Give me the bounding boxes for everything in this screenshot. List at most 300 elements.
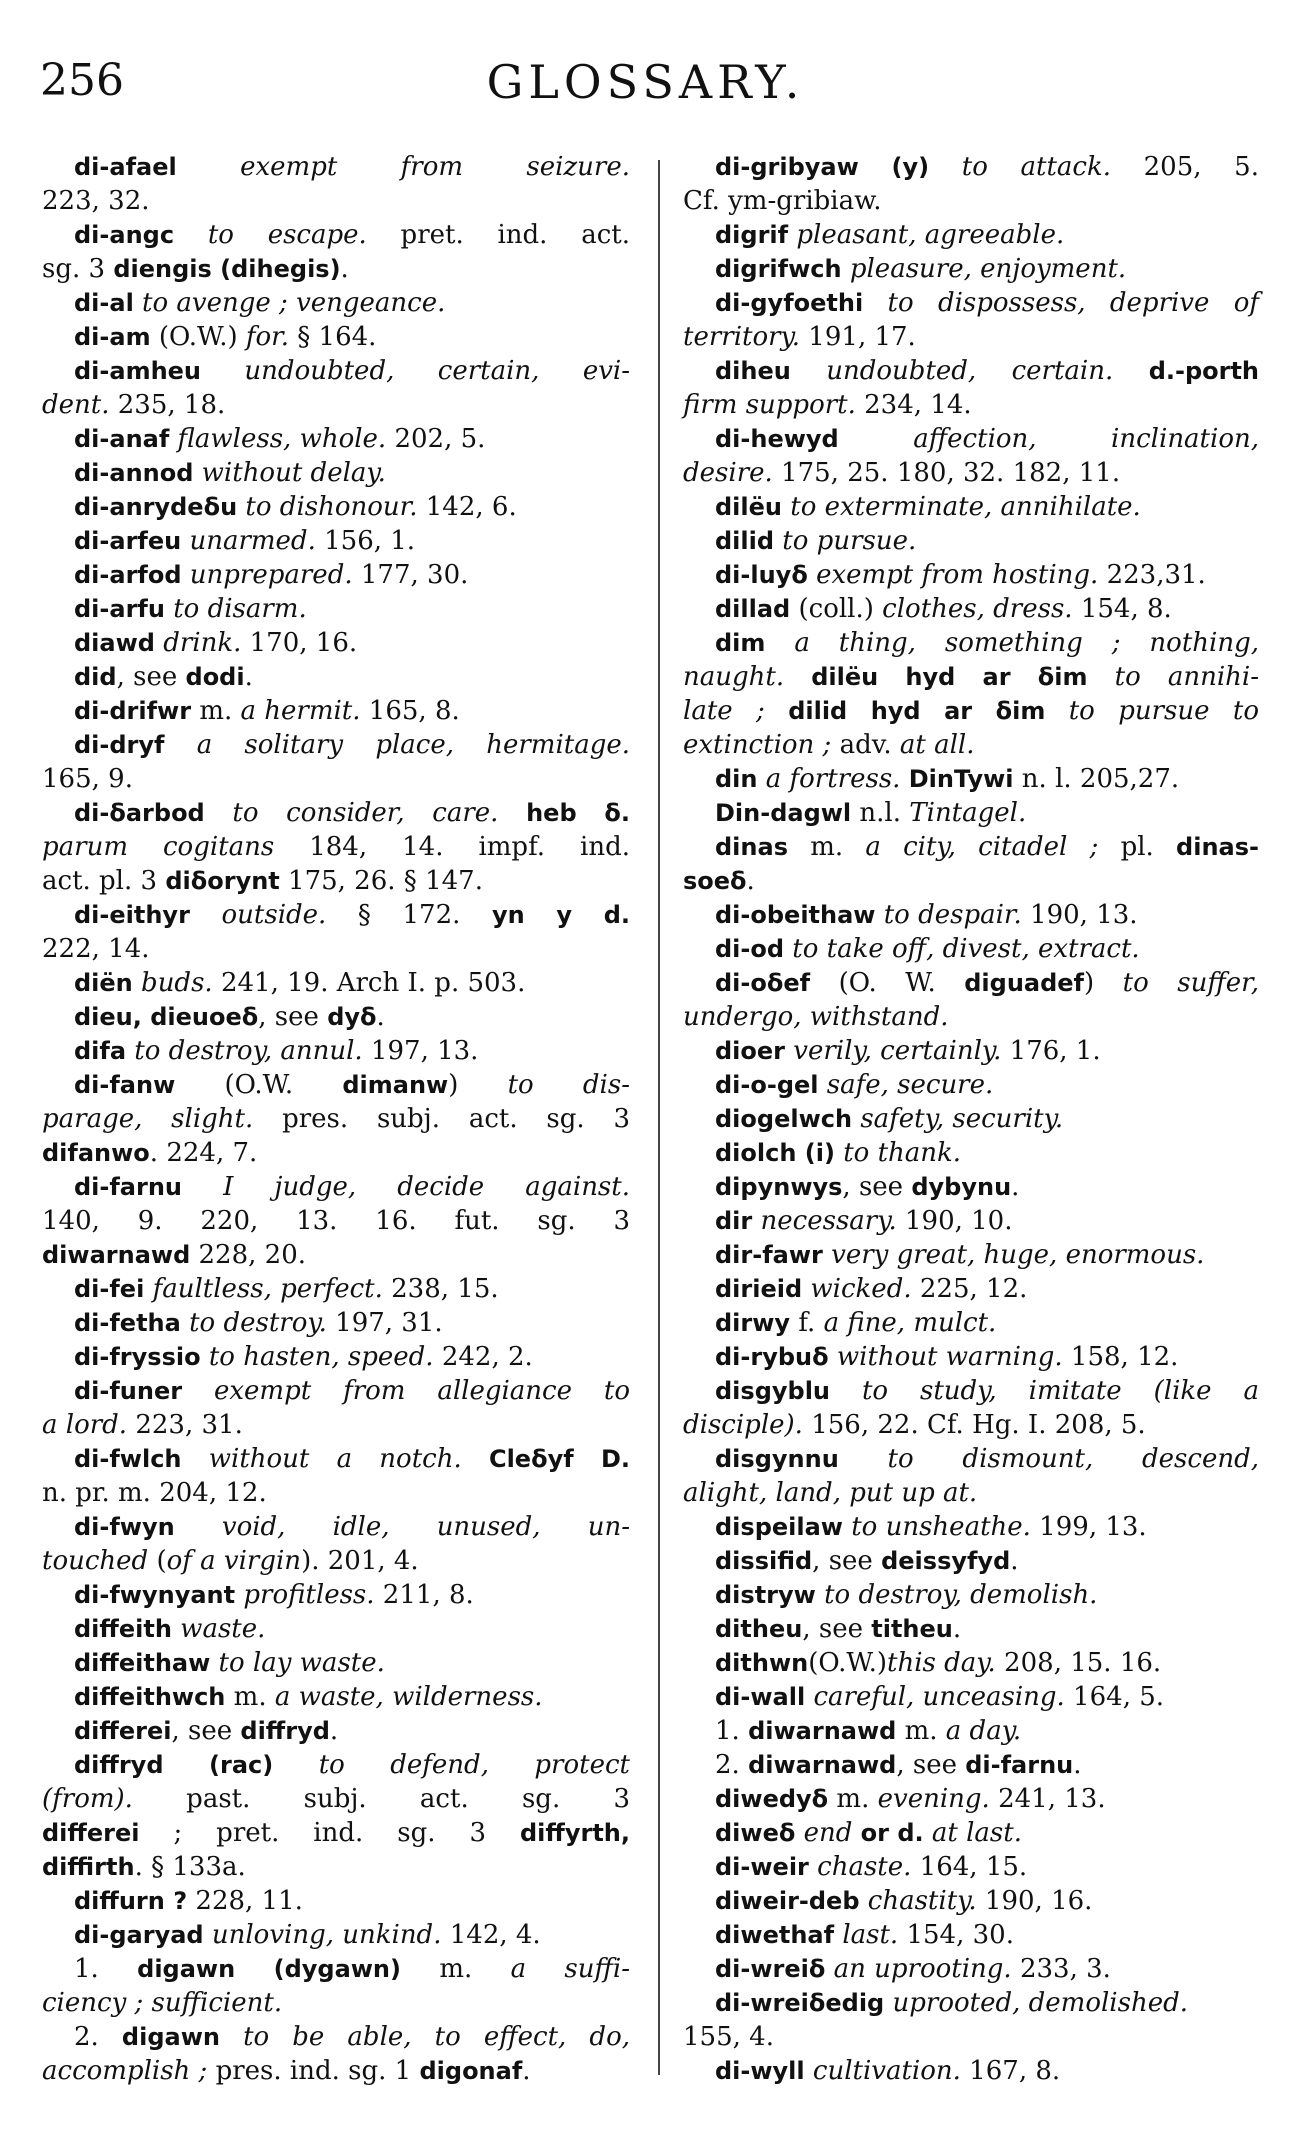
definition-text: to suffer, <box>1122 968 1259 998</box>
definition-text: a solitary place, hermitage. <box>164 730 630 760</box>
reference-text: 225, 12. <box>911 1274 1028 1304</box>
reference-text: 165, 9. <box>42 764 133 794</box>
glossary-line <box>683 1000 1259 1034</box>
definition-text: to dishonour. <box>237 492 418 522</box>
definition-text: unprepared. <box>181 560 353 590</box>
reference-text: adv. <box>831 730 900 760</box>
headword: di-fryssio <box>74 1343 201 1371</box>
headword: di-obeithaw <box>715 901 876 929</box>
headword: difa <box>74 1037 127 1065</box>
definition-text: a suffi- <box>510 1954 631 1984</box>
definition-text: uprooted, demolished. <box>884 1988 1188 2018</box>
headword: d.-porth <box>1148 357 1260 385</box>
definition-text: flawless, whole. <box>169 424 387 454</box>
headword: diawd <box>74 629 155 657</box>
glossary-line <box>42 558 630 592</box>
reference-text: 176, 1. <box>1001 1036 1101 1066</box>
glossary-line <box>42 1816 630 1850</box>
reference-text: 164, 5. <box>1064 1682 1165 1712</box>
headword: diffyrth, <box>519 1819 630 1847</box>
glossary-line <box>42 2020 630 2054</box>
reference-text: (O. W. <box>810 968 965 998</box>
definition-text: to hasten, speed. <box>200 1342 434 1372</box>
glossary-line <box>683 762 1259 796</box>
headword: di-fetha <box>74 1309 181 1337</box>
headword: dispeilaw <box>715 1513 843 1541</box>
glossary-line <box>42 762 630 796</box>
headword: diweir-deb <box>715 1887 860 1915</box>
definition-text: to destroy. <box>180 1308 327 1338</box>
glossary-line <box>42 796 630 830</box>
definition-text: (from). <box>42 1784 133 1814</box>
reference-text: 2. <box>74 2022 122 2052</box>
reference-text: . <box>746 866 755 896</box>
headword: or d. <box>860 1819 924 1847</box>
headword: soeδ <box>683 867 747 895</box>
reference-text: f. <box>790 1308 824 1338</box>
glossary-line <box>42 1000 630 1034</box>
reference-text: 158, 12. <box>1062 1342 1179 1372</box>
glossary-line <box>42 1680 630 1714</box>
reference-text: act. pl. 3 <box>42 866 166 896</box>
reference-text: 228, 20. <box>190 1240 307 1270</box>
headword: di-δarbod <box>74 799 205 827</box>
glossary-line <box>683 796 1259 830</box>
definition-text: late ; <box>683 696 765 726</box>
reference-text: 234, 14. <box>855 390 972 420</box>
definition-text: verily, certainly. <box>785 1036 1002 1066</box>
definition-text: to lay waste. <box>210 1648 385 1678</box>
reference-text <box>852 1818 860 1848</box>
glossary-line <box>42 592 630 626</box>
headword: dyδ <box>327 1003 377 1031</box>
reference-text: pret. ind. act. <box>366 220 630 250</box>
glossary-line <box>683 1476 1259 1510</box>
definition-text: a fortress. <box>757 764 901 794</box>
reference-text: 154, 30. <box>898 1920 1014 1950</box>
headword: digawn (dygawn) <box>137 1955 401 1983</box>
definition-text: affection, inclination, <box>838 424 1259 454</box>
headword: din <box>715 765 758 793</box>
definition-text: to defend, protect <box>273 1750 630 1780</box>
headword: di-fei <box>74 1275 145 1303</box>
headword: diffurn ? <box>74 1887 188 1915</box>
definition-text: end <box>795 1818 853 1848</box>
definition-text: pleasant, agreeable. <box>788 220 1065 250</box>
reference-text: . <box>329 1716 339 1746</box>
definition-text: parum cogitans <box>42 832 275 862</box>
definition-text: I judge, decide against. <box>182 1172 630 1202</box>
definition-text: Tintagel. <box>909 798 1027 828</box>
reference-text: 155, 4. <box>683 2022 774 2052</box>
headword: di-wreiδ <box>715 1955 826 1983</box>
reference-text: § 172. <box>326 900 492 930</box>
definition-text: to dismount, descend, <box>838 1444 1259 1474</box>
glossary-line <box>42 422 630 456</box>
glossary-line <box>683 728 1259 762</box>
headword: di-al <box>74 289 134 317</box>
definition-text: faultless, perfect. <box>144 1274 383 1304</box>
glossary-line <box>42 1374 630 1408</box>
headword: dir <box>715 1207 753 1235</box>
glossary-line <box>683 184 1259 218</box>
glossary-line <box>683 218 1259 252</box>
reference-text: 1. <box>715 1716 749 1746</box>
reference-text: 164, 15. <box>911 1852 1028 1882</box>
headword: diweδ <box>715 1819 796 1847</box>
reference-text: sg. 3 <box>42 254 114 284</box>
headword: diogelwch <box>715 1105 853 1133</box>
reference-text: 228, 11. <box>187 1886 303 1916</box>
reference-text: . <box>1010 1546 1019 1576</box>
headword: di-fanw <box>74 1071 176 1099</box>
headword: dilëu <box>715 493 782 521</box>
reference-text: m. <box>401 1954 511 1984</box>
reference-text: . <box>244 662 253 692</box>
headword: dillad <box>715 595 791 623</box>
headword: di-eithyr <box>74 901 190 929</box>
glossary-line <box>42 694 630 728</box>
definition-text: exempt from hosting. <box>807 560 1099 590</box>
glossary-line <box>42 286 630 320</box>
headword: di-am <box>74 323 151 351</box>
reference-text: 156, 1. <box>315 526 416 556</box>
definition-text: wicked. <box>802 1274 912 1304</box>
headword: digonaf <box>419 2057 523 2085</box>
definition-text: careful, unceasing. <box>805 1682 1065 1712</box>
headword: diffryd <box>240 1717 330 1745</box>
glossary-line <box>683 966 1259 1000</box>
glossary-line <box>42 1340 630 1374</box>
glossary-line <box>42 1034 630 1068</box>
headword: di-angc <box>74 221 175 249</box>
reference-text: § 164. <box>289 322 377 352</box>
definition-text: to exterminate, annihilate. <box>782 492 1141 522</box>
glossary-line <box>683 1068 1259 1102</box>
definition-text: to avenge ; vengeance. <box>133 288 446 318</box>
reference-text: pl. <box>1098 832 1177 862</box>
headword: diffeith <box>74 1615 172 1643</box>
headword: di-wyll <box>715 2057 805 2085</box>
headword: di-amheu <box>74 357 202 385</box>
glossary-line <box>683 1816 1259 1850</box>
reference-text: 190, 10. <box>896 1206 1013 1236</box>
definition-text: unarmed. <box>181 526 316 556</box>
definition-text: naught. <box>683 662 785 692</box>
definition-text: undoubted, certain, evi- <box>201 356 630 386</box>
reference-text: 222, 14. <box>42 934 150 964</box>
reference-text: 142, 6. <box>417 492 517 522</box>
definition-text: waste. <box>171 1614 266 1644</box>
glossary-line <box>42 1510 630 1544</box>
glossary-line <box>683 1952 1259 1986</box>
reference-text: 242, 2. <box>433 1342 533 1372</box>
headword: difanwo <box>42 1139 150 1167</box>
glossary-line <box>683 1340 1259 1374</box>
glossary-line <box>42 864 630 898</box>
definition-text: to pursue to <box>1045 696 1259 726</box>
headword: di-annod <box>74 459 194 487</box>
glossary-line <box>683 1510 1259 1544</box>
glossary-line <box>683 1680 1259 1714</box>
glossary-line <box>683 558 1259 592</box>
headword: digrif <box>715 221 789 249</box>
definition-text: a fine, mulct. <box>823 1308 997 1338</box>
headword: diën <box>74 969 133 997</box>
reference-text: ( <box>148 1546 167 1576</box>
reference-text: 184, 14. impf. ind. <box>274 832 631 862</box>
reference-text <box>784 662 811 692</box>
definition-text: firm support. <box>683 390 856 420</box>
headword: dodi <box>185 663 245 691</box>
headword: Din-dagwl <box>715 799 852 827</box>
reference-text: 235, 18. <box>109 390 226 420</box>
reference-text: ). 201, 4. <box>301 1546 419 1576</box>
glossary-line <box>42 1714 630 1748</box>
headword: diwethaf <box>715 1921 835 1949</box>
glossary-column-left <box>42 150 630 2088</box>
reference-text: 211, 8. <box>374 1580 474 1610</box>
reference-text: 140, 9. 220, 13. 16. fut. sg. 3 <box>42 1206 630 1236</box>
reference-text: Cf. ym-gribiaw. <box>683 186 882 216</box>
glossary-line <box>683 830 1259 864</box>
headword: dilëu hyd ar δim <box>811 663 1088 691</box>
reference-text: 156, 22. Cf. Hg. I. 208, 5. <box>802 1410 1146 1440</box>
glossary-line <box>42 898 630 932</box>
glossary-line <box>683 422 1259 456</box>
definition-text: for. <box>245 322 290 352</box>
reference-text: 142, 4. <box>441 1920 541 1950</box>
glossary-line <box>683 1374 1259 1408</box>
headword: di-fwyn <box>74 1513 175 1541</box>
glossary-line <box>42 218 630 252</box>
glossary-line <box>42 1272 630 1306</box>
headword: diolch (i) <box>715 1139 835 1167</box>
definition-text: to thank. <box>834 1138 962 1168</box>
glossary-line <box>683 694 1259 728</box>
glossary-line <box>42 830 630 864</box>
headword: dissifid <box>715 1547 813 1575</box>
glossary-line <box>683 1306 1259 1340</box>
definition-text: chastity. <box>859 1886 977 1916</box>
headword: dinas <box>715 833 788 861</box>
glossary-line <box>683 1170 1259 1204</box>
headword: dirieid <box>715 1275 803 1303</box>
reference-text: (O.W. <box>175 1070 343 1100</box>
headword: differei <box>42 1819 140 1847</box>
glossary-line <box>42 728 630 762</box>
headword: di-drifwr <box>74 697 192 725</box>
definition-text: undergo, withstand. <box>683 1002 949 1032</box>
definition-text: without a notch. <box>181 1444 462 1474</box>
glossary-line <box>42 252 630 286</box>
definition-text: to dis- <box>507 1070 630 1100</box>
headword: DinTywi <box>908 765 1014 793</box>
glossary-line <box>42 1136 630 1170</box>
reference-text: , see <box>896 1750 966 1780</box>
reference-text: , see <box>802 1614 872 1644</box>
reference-text <box>765 696 788 726</box>
reference-text: m. <box>896 1716 946 1746</box>
definition-text: drink. <box>154 628 242 658</box>
reference-text <box>1113 356 1148 386</box>
definition-text: evening. <box>877 1784 990 1814</box>
headword: di-gyfoethi <box>715 289 864 317</box>
glossary-line <box>42 1646 630 1680</box>
glossary-line <box>683 1612 1259 1646</box>
definition-text: to take off, divest, extract. <box>784 934 1140 964</box>
headword: di-farnu <box>965 1751 1074 1779</box>
headword: di-luyδ <box>715 561 808 589</box>
definition-text: undoubted, certain. <box>790 356 1114 386</box>
glossary-line <box>683 1714 1259 1748</box>
headword: di-anrydeδu <box>74 493 238 521</box>
headword: ditheu <box>715 1615 803 1643</box>
headword: dipynwys <box>715 1173 843 1201</box>
glossary-line <box>683 490 1259 524</box>
reference-text: n. l. 205,27. <box>1013 764 1180 794</box>
glossary-line <box>42 1578 630 1612</box>
definition-text: clothes, dress. <box>882 594 1073 624</box>
glossary-line <box>683 456 1259 490</box>
glossary-line <box>683 388 1259 422</box>
definition-text: safety, security. <box>852 1104 1064 1134</box>
glossary-line <box>683 320 1259 354</box>
glossary-line <box>683 150 1259 184</box>
headword: titheu <box>871 1615 953 1643</box>
glossary-line <box>42 1986 630 2020</box>
glossary-line <box>683 1544 1259 1578</box>
headword: di-anaf <box>74 425 170 453</box>
glossary-line <box>42 490 630 524</box>
glossary-line <box>683 1850 1259 1884</box>
definition-text: an uprooting. <box>825 1954 1012 1984</box>
glossary-line <box>42 184 630 218</box>
glossary-line <box>683 354 1259 388</box>
headword: di-arfeu <box>74 527 182 555</box>
headword: diguadef <box>964 969 1084 997</box>
headword: yn y d. <box>491 901 630 929</box>
reference-text: (O.W.) <box>808 1648 888 1678</box>
headword: di-afael <box>74 153 177 181</box>
definition-text: to be able, to effect, do, <box>219 2022 630 2052</box>
definition-text: ciency ; sufficient. <box>42 1988 283 2018</box>
glossary-line <box>683 524 1259 558</box>
glossary-line <box>42 1476 630 1510</box>
glossary-line <box>42 320 630 354</box>
reference-text: 170, 16. <box>241 628 358 658</box>
definition-text: desire. <box>683 458 773 488</box>
reference-text: 2. <box>715 1750 749 1780</box>
definition-text: at last. <box>923 1818 1022 1848</box>
definition-text: unloving, unkind. <box>203 1920 442 1950</box>
glossary-line <box>42 354 630 388</box>
column-divider <box>658 160 660 2075</box>
definition-text: void, idle, unused, un- <box>174 1512 630 1542</box>
definition-text: chaste. <box>808 1852 912 1882</box>
glossary-line <box>683 626 1259 660</box>
definition-text: cultivation. <box>804 2056 961 2086</box>
headword: dilid hyd ar δim <box>788 697 1046 725</box>
reference-text: 208, 15. 16. <box>995 1648 1162 1678</box>
headword: dir-fawr <box>715 1241 823 1269</box>
glossary-line <box>683 932 1259 966</box>
definition-text: a city, citadel ; <box>865 832 1099 862</box>
headword: diwarnawd <box>748 1751 897 1779</box>
glossary-line <box>42 1170 630 1204</box>
page-number: 256 <box>40 55 124 106</box>
headword: di-oδef <box>715 969 811 997</box>
headword: di-weir <box>715 1853 809 1881</box>
definition-text: to dispossess, deprive of <box>863 288 1259 318</box>
reference-text: ) <box>1084 968 1123 998</box>
definition-text: without delay. <box>193 458 386 488</box>
reference-text: 241, 13. <box>989 1784 1106 1814</box>
reference-text: . <box>1011 1172 1020 1202</box>
reference-text: m. <box>828 1784 878 1814</box>
definition-text: last. <box>834 1920 899 1950</box>
glossary-column-right <box>683 150 1259 2088</box>
reference-text: . <box>522 2056 531 2086</box>
glossary-line <box>683 898 1259 932</box>
glossary-line <box>683 286 1259 320</box>
headword: diwedyδ <box>715 1785 829 1813</box>
headword: dinas- <box>1176 833 1259 861</box>
glossary-line <box>42 388 630 422</box>
definition-text: disciple). <box>683 1410 803 1440</box>
glossary-line <box>42 1102 630 1136</box>
definition-text: touched <box>42 1546 149 1576</box>
glossary-line <box>683 1918 1259 1952</box>
headword: did <box>74 663 117 691</box>
definition-text: territory. <box>683 322 801 352</box>
glossary-line <box>42 2054 630 2088</box>
glossary-line <box>42 1612 630 1646</box>
reference-text: 165, 8. <box>360 696 460 726</box>
headword: disgyblu <box>715 1377 831 1405</box>
reference-text: 175, 25. 180, 32. 182, 11. <box>772 458 1121 488</box>
headword: di-funer <box>74 1377 183 1405</box>
headword: deissyfyd <box>881 1547 1011 1575</box>
headword: dybynu <box>911 1173 1012 1201</box>
definition-text: pleasure, enjoyment. <box>841 254 1127 284</box>
definition-text: parage, slight. <box>42 1104 254 1134</box>
glossary-line <box>683 2054 1259 2088</box>
headword: digawn <box>121 2023 220 2051</box>
glossary-line <box>683 1408 1259 1442</box>
reference-text: 1. <box>74 1954 138 1984</box>
glossary-line <box>42 1748 630 1782</box>
headword: dioer <box>715 1037 786 1065</box>
headword: di-hewyd <box>715 425 839 453</box>
headword: diheu <box>715 357 791 385</box>
headword: dithwn <box>715 1649 809 1677</box>
definition-text: without warning. <box>828 1342 1063 1372</box>
reference-text: , see <box>812 1546 882 1576</box>
definition-text: to pursue. <box>774 526 917 556</box>
reference-text: 154, 8. <box>1072 594 1172 624</box>
headword: diffryd (rac) <box>74 1751 274 1779</box>
headword: di-rybuδ <box>715 1343 829 1371</box>
headword: di-gribyaw (y) <box>715 153 930 181</box>
definition-text: exempt from allegiance to <box>182 1376 630 1406</box>
glossary-line <box>683 1136 1259 1170</box>
headword: diwarnawd <box>42 1241 191 1269</box>
reference-text: , see <box>171 1716 241 1746</box>
headword: dim <box>715 629 766 657</box>
glossary-line <box>42 456 630 490</box>
definition-text: profitless. <box>235 1580 375 1610</box>
